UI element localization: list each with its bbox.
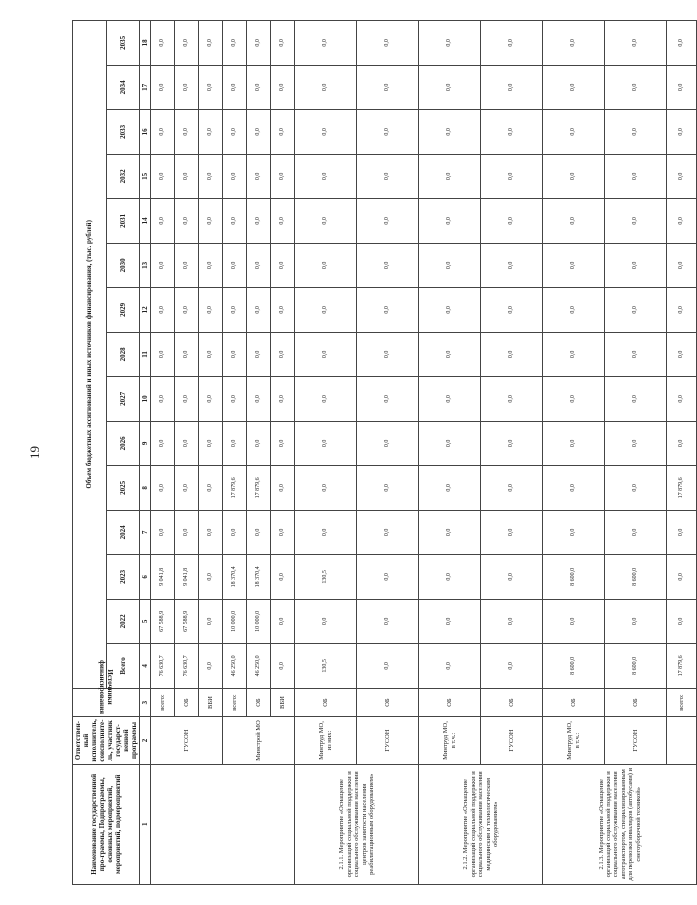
value-cell: 0,0 xyxy=(175,377,199,422)
value-cell: 0,0 xyxy=(151,421,175,466)
value-cell: 67 588,9 xyxy=(175,599,199,644)
value-cell: 0,0 xyxy=(295,377,357,422)
header-year: 2029 xyxy=(106,288,140,333)
value-cell: 0,0 xyxy=(419,599,481,644)
value-cell: 0,0 xyxy=(419,199,481,244)
financing-table xyxy=(72,20,697,885)
value-cell: 0,0 xyxy=(543,154,605,199)
column-number: 4 xyxy=(140,644,151,689)
value-cell: 0,0 xyxy=(247,65,271,110)
header-volume: Объем бюджетных ассигнований и иных источников финансирования, (тыс. рублей) xyxy=(73,21,107,689)
value-cell: 0,0 xyxy=(151,110,175,155)
column-number: 18 xyxy=(140,21,151,66)
table-row xyxy=(543,21,605,885)
source-cell: всего: xyxy=(667,688,697,717)
value-cell: 0,0 xyxy=(271,332,295,377)
value-cell: 0,0 xyxy=(175,110,199,155)
value-cell: 0,0 xyxy=(271,466,295,511)
value-cell: 0,0 xyxy=(605,199,667,244)
value-cell: 0,0 xyxy=(605,110,667,155)
value-cell: 0,0 xyxy=(605,332,667,377)
value-cell: 0,0 xyxy=(175,510,199,555)
item-name: 2.1.3. Мероприятие «Оснащение организаций социальной поддержки и социального обслуживания населения автотранспортом, специализированным для перевозки инвалидов (автобусами) и снегоуборочной техникой» xyxy=(543,764,697,884)
value-cell: 0,0 xyxy=(543,599,605,644)
value-cell: 0,0 xyxy=(419,110,481,155)
value-cell: 0,0 xyxy=(151,154,175,199)
value-cell: 0,0 xyxy=(357,377,419,422)
value-cell: 0,0 xyxy=(543,377,605,422)
value-cell: 8 600,0 xyxy=(605,555,667,600)
column-number: 17 xyxy=(140,65,151,110)
value-cell: 0,0 xyxy=(605,510,667,555)
value-cell: 0,0 xyxy=(247,199,271,244)
value-cell: 0,0 xyxy=(247,288,271,333)
value-cell: 0,0 xyxy=(481,555,543,600)
value-cell: 0,0 xyxy=(605,154,667,199)
header-year: 2033 xyxy=(106,110,140,155)
value-cell: 0,0 xyxy=(223,377,247,422)
value-cell: 0,0 xyxy=(481,421,543,466)
source-cell: ОБ xyxy=(543,688,605,717)
source-cell: ОБ xyxy=(419,688,481,717)
column-number: 15 xyxy=(140,154,151,199)
value-cell: 0,0 xyxy=(295,243,357,288)
value-cell: 0,0 xyxy=(481,332,543,377)
value-cell: 0,0 xyxy=(151,466,175,511)
value-cell: 8 600,0 xyxy=(543,644,605,689)
value-cell: 0,0 xyxy=(151,65,175,110)
value-cell: 0,0 xyxy=(271,288,295,333)
value-cell: 0,0 xyxy=(667,154,697,199)
value-cell: 0,0 xyxy=(481,243,543,288)
table-row xyxy=(295,21,357,885)
item-name: 2.1.2. Мероприятие «Оснащение организаций социальной поддержки и социального обслуживания населения медицинским и технологическим оборудованием» xyxy=(419,764,543,884)
table-row xyxy=(151,21,175,885)
value-cell: 130,5 xyxy=(295,555,357,600)
column-number: 1 xyxy=(140,764,151,884)
value-cell: 0,0 xyxy=(667,199,697,244)
executor-cell: ГУСОН xyxy=(357,717,419,764)
value-cell: 0,0 xyxy=(667,110,697,155)
value-cell: 0,0 xyxy=(357,510,419,555)
value-cell: 0,0 xyxy=(481,154,543,199)
value-cell: 0,0 xyxy=(175,421,199,466)
value-cell: 0,0 xyxy=(419,555,481,600)
source-cell: ВБИ xyxy=(199,688,223,717)
value-cell: 0,0 xyxy=(199,421,223,466)
value-cell: 0,0 xyxy=(667,288,697,333)
value-cell: 9 041,8 xyxy=(175,555,199,600)
executor-cell: Минтруд МО, из них: xyxy=(295,717,357,764)
table-row xyxy=(481,21,543,885)
column-number: 8 xyxy=(140,466,151,511)
value-cell: 0,0 xyxy=(199,377,223,422)
value-cell: 0,0 xyxy=(271,510,295,555)
value-cell: 0,0 xyxy=(419,243,481,288)
value-cell: 0,0 xyxy=(357,110,419,155)
value-cell: 0,0 xyxy=(667,510,697,555)
header-total: Всего xyxy=(106,644,140,689)
value-cell: 0,0 xyxy=(481,110,543,155)
value-cell: 67 588,9 xyxy=(151,599,175,644)
source-cell: ВБИ xyxy=(271,688,295,717)
table-row xyxy=(605,21,667,885)
value-cell: 0,0 xyxy=(151,199,175,244)
value-cell: 18 370,4 xyxy=(247,555,271,600)
header-name: Наименование государственной про-граммы, Подпрограммы, основных мероприятий, мероприятий, подмероприятий xyxy=(73,764,140,884)
value-cell: 0,0 xyxy=(199,199,223,244)
value-cell: 0,0 xyxy=(605,599,667,644)
value-cell: 0,0 xyxy=(271,110,295,155)
header-year: 2023 xyxy=(106,555,140,600)
item-name: 2.1.1. Мероприятие «Оснащение организаций социальной поддержки и социального обслуживания населения центров занятости населения реабилитационным оборудованием» xyxy=(295,764,419,884)
source-cell: ОБ xyxy=(481,688,543,717)
header-source-text: Источники финансирования xyxy=(98,660,115,715)
value-cell: 17 879,6 xyxy=(667,466,697,511)
value-cell: 0,0 xyxy=(271,21,295,66)
value-cell: 0,0 xyxy=(151,332,175,377)
value-cell: 0,0 xyxy=(667,555,697,600)
value-cell: 0,0 xyxy=(419,332,481,377)
value-cell: 0,0 xyxy=(295,599,357,644)
value-cell: 0,0 xyxy=(175,154,199,199)
value-cell: 0,0 xyxy=(175,65,199,110)
header-year: 2031 xyxy=(106,199,140,244)
value-cell: 0,0 xyxy=(151,377,175,422)
value-cell: 0,0 xyxy=(543,199,605,244)
value-cell: 0,0 xyxy=(481,21,543,66)
value-cell: 0,0 xyxy=(295,332,357,377)
value-cell: 0,0 xyxy=(223,21,247,66)
executor-cell: ГУСОН xyxy=(151,717,223,764)
value-cell: 10 000,0 xyxy=(223,599,247,644)
value-cell: 0,0 xyxy=(543,21,605,66)
source-cell: всего: xyxy=(223,688,247,717)
value-cell: 0,0 xyxy=(605,377,667,422)
value-cell: 0,0 xyxy=(357,154,419,199)
value-cell: 0,0 xyxy=(543,288,605,333)
value-cell: 0,0 xyxy=(295,510,357,555)
value-cell: 0,0 xyxy=(271,599,295,644)
value-cell: 0,0 xyxy=(247,421,271,466)
value-cell: 76 630,7 xyxy=(151,644,175,689)
column-number: 9 xyxy=(140,421,151,466)
value-cell: 17 879,6 xyxy=(667,644,697,689)
column-number: 2 xyxy=(140,717,151,764)
value-cell: 0,0 xyxy=(199,599,223,644)
value-cell: 0,0 xyxy=(175,199,199,244)
value-cell: 0,0 xyxy=(605,243,667,288)
value-cell: 0,0 xyxy=(605,65,667,110)
column-number: 3 xyxy=(140,688,151,717)
value-cell: 0,0 xyxy=(357,288,419,333)
value-cell: 0,0 xyxy=(295,65,357,110)
value-cell: 0,0 xyxy=(199,154,223,199)
table-row xyxy=(223,21,247,885)
value-cell: 0,0 xyxy=(151,510,175,555)
value-cell: 0,0 xyxy=(667,332,697,377)
value-cell: 0,0 xyxy=(199,243,223,288)
value-cell: 0,0 xyxy=(199,466,223,511)
value-cell: 0,0 xyxy=(223,510,247,555)
value-cell: 0,0 xyxy=(295,21,357,66)
value-cell: 0,0 xyxy=(481,65,543,110)
value-cell: 0,0 xyxy=(199,644,223,689)
table-row xyxy=(667,21,697,885)
value-cell: 0,0 xyxy=(419,466,481,511)
column-number: 14 xyxy=(140,199,151,244)
value-cell: 0,0 xyxy=(667,65,697,110)
value-cell: 0,0 xyxy=(175,21,199,66)
source-cell: ОБ xyxy=(247,688,271,717)
value-cell: 10 000,0 xyxy=(247,599,271,644)
value-cell: 0,0 xyxy=(199,110,223,155)
value-cell: 0,0 xyxy=(223,65,247,110)
value-cell: 0,0 xyxy=(247,243,271,288)
value-cell: 0,0 xyxy=(223,154,247,199)
value-cell: 0,0 xyxy=(295,199,357,244)
header-year: 2026 xyxy=(106,421,140,466)
value-cell: 17 879,6 xyxy=(247,466,271,511)
value-cell: 0,0 xyxy=(481,510,543,555)
value-cell: 0,0 xyxy=(271,421,295,466)
value-cell: 0,0 xyxy=(357,243,419,288)
value-cell: 0,0 xyxy=(247,110,271,155)
column-number: 6 xyxy=(140,555,151,600)
header-executor: Ответствен-ный исполнитель, соисполните-ль, участник государст-венной программы xyxy=(73,717,140,764)
value-cell: 0,0 xyxy=(357,466,419,511)
value-cell: 0,0 xyxy=(543,332,605,377)
header-year: 2024 xyxy=(106,510,140,555)
executor-cell: ГУСОН xyxy=(605,717,667,764)
source-cell: всего: xyxy=(151,688,175,717)
value-cell: 0,0 xyxy=(175,288,199,333)
value-cell: 0,0 xyxy=(419,21,481,66)
value-cell: 0,0 xyxy=(271,555,295,600)
value-cell: 0,0 xyxy=(543,466,605,511)
executor-cell: Минтруд МО, в т.ч.: xyxy=(543,717,605,764)
header-year: 2032 xyxy=(106,154,140,199)
value-cell: 0,0 xyxy=(419,377,481,422)
source-cell: ОБ xyxy=(295,688,357,717)
value-cell: 130,5 xyxy=(295,644,357,689)
page-number: 19 xyxy=(27,446,42,459)
value-cell: 0,0 xyxy=(667,421,697,466)
value-cell: 0,0 xyxy=(295,154,357,199)
value-cell: 0,0 xyxy=(481,644,543,689)
value-cell: 0,0 xyxy=(247,21,271,66)
header-year: 2035 xyxy=(106,21,140,66)
column-number: 5 xyxy=(140,599,151,644)
value-cell: 0,0 xyxy=(223,332,247,377)
value-cell: 0,0 xyxy=(271,243,295,288)
value-cell: 0,0 xyxy=(223,110,247,155)
value-cell: 0,0 xyxy=(295,421,357,466)
value-cell: 0,0 xyxy=(357,65,419,110)
value-cell: 0,0 xyxy=(271,199,295,244)
source-cell: ОБ xyxy=(357,688,419,717)
value-cell: 0,0 xyxy=(357,421,419,466)
column-number: 13 xyxy=(140,243,151,288)
value-cell: 0,0 xyxy=(543,421,605,466)
column-number: 7 xyxy=(140,510,151,555)
table-row xyxy=(419,21,481,885)
value-cell: 0,0 xyxy=(175,243,199,288)
value-cell: 0,0 xyxy=(419,154,481,199)
value-cell: 0,0 xyxy=(605,288,667,333)
executor-cell: Минстрой МО xyxy=(223,717,295,764)
value-cell: 0,0 xyxy=(605,421,667,466)
value-cell: 0,0 xyxy=(667,243,697,288)
value-cell: 46 250,0 xyxy=(247,644,271,689)
value-cell: 0,0 xyxy=(271,154,295,199)
value-cell: 0,0 xyxy=(357,21,419,66)
value-cell: 0,0 xyxy=(419,288,481,333)
value-cell: 0,0 xyxy=(199,555,223,600)
value-cell: 0,0 xyxy=(223,288,247,333)
column-number: 11 xyxy=(140,332,151,377)
value-cell: 0,0 xyxy=(295,288,357,333)
value-cell: 0,0 xyxy=(199,288,223,333)
value-cell: 0,0 xyxy=(543,243,605,288)
value-cell: 0,0 xyxy=(419,510,481,555)
value-cell: 0,0 xyxy=(199,332,223,377)
table-row xyxy=(357,21,419,885)
value-cell: 0,0 xyxy=(481,288,543,333)
value-cell: 0,0 xyxy=(419,644,481,689)
value-cell: 0,0 xyxy=(667,377,697,422)
header-year: 2027 xyxy=(106,377,140,422)
value-cell: 0,0 xyxy=(223,243,247,288)
column-number: 16 xyxy=(140,110,151,155)
value-cell: 17 879,6 xyxy=(223,466,247,511)
value-cell: 46 250,0 xyxy=(223,644,247,689)
value-cell: 0,0 xyxy=(223,199,247,244)
value-cell: 9 041,8 xyxy=(151,555,175,600)
value-cell: 0,0 xyxy=(667,599,697,644)
column-number: 12 xyxy=(140,288,151,333)
value-cell: 8 600,0 xyxy=(543,555,605,600)
value-cell: 0,0 xyxy=(357,555,419,600)
column-number: 10 xyxy=(140,377,151,422)
value-cell: 0,0 xyxy=(199,21,223,66)
value-cell: 0,0 xyxy=(247,377,271,422)
value-cell: 0,0 xyxy=(271,644,295,689)
value-cell: 0,0 xyxy=(481,377,543,422)
value-cell: 0,0 xyxy=(481,199,543,244)
header-year: 2025 xyxy=(106,466,140,511)
value-cell: 0,0 xyxy=(247,154,271,199)
value-cell: 0,0 xyxy=(357,199,419,244)
value-cell: 0,0 xyxy=(151,243,175,288)
value-cell: 0,0 xyxy=(357,599,419,644)
header-year: 2028 xyxy=(106,332,140,377)
value-cell: 0,0 xyxy=(151,21,175,66)
value-cell: 0,0 xyxy=(357,644,419,689)
value-cell: 0,0 xyxy=(543,65,605,110)
value-cell: 0,0 xyxy=(271,65,295,110)
value-cell: 0,0 xyxy=(543,510,605,555)
value-cell: 0,0 xyxy=(199,65,223,110)
header-year: 2034 xyxy=(106,65,140,110)
value-cell: 0,0 xyxy=(271,377,295,422)
source-cell: ОБ xyxy=(605,688,667,717)
executor-cell: Минтруд МО, в т.ч.: xyxy=(419,717,481,764)
value-cell: 0,0 xyxy=(481,599,543,644)
value-cell: 0,0 xyxy=(175,466,199,511)
item-name xyxy=(151,764,295,884)
value-cell: 0,0 xyxy=(247,510,271,555)
header-year: 2022 xyxy=(106,599,140,644)
value-cell: 0,0 xyxy=(175,332,199,377)
value-cell: 0,0 xyxy=(357,332,419,377)
value-cell: 8 600,0 xyxy=(605,644,667,689)
value-cell: 76 630,7 xyxy=(175,644,199,689)
value-cell: 0,0 xyxy=(295,110,357,155)
value-cell: 0,0 xyxy=(419,421,481,466)
source-cell: ОБ xyxy=(175,688,199,717)
executor-cell xyxy=(667,717,697,764)
value-cell: 0,0 xyxy=(199,510,223,555)
value-cell: 0,0 xyxy=(605,466,667,511)
value-cell: 0,0 xyxy=(151,288,175,333)
value-cell: 0,0 xyxy=(419,65,481,110)
executor-cell: ГУСОН xyxy=(481,717,543,764)
value-cell: 0,0 xyxy=(295,466,357,511)
value-cell: 0,0 xyxy=(543,110,605,155)
value-cell: 0,0 xyxy=(481,466,543,511)
value-cell: 18 370,4 xyxy=(223,555,247,600)
value-cell: 0,0 xyxy=(247,332,271,377)
header-year: 2030 xyxy=(106,243,140,288)
value-cell: 0,0 xyxy=(667,21,697,66)
value-cell: 0,0 xyxy=(223,421,247,466)
value-cell: 0,0 xyxy=(605,21,667,66)
